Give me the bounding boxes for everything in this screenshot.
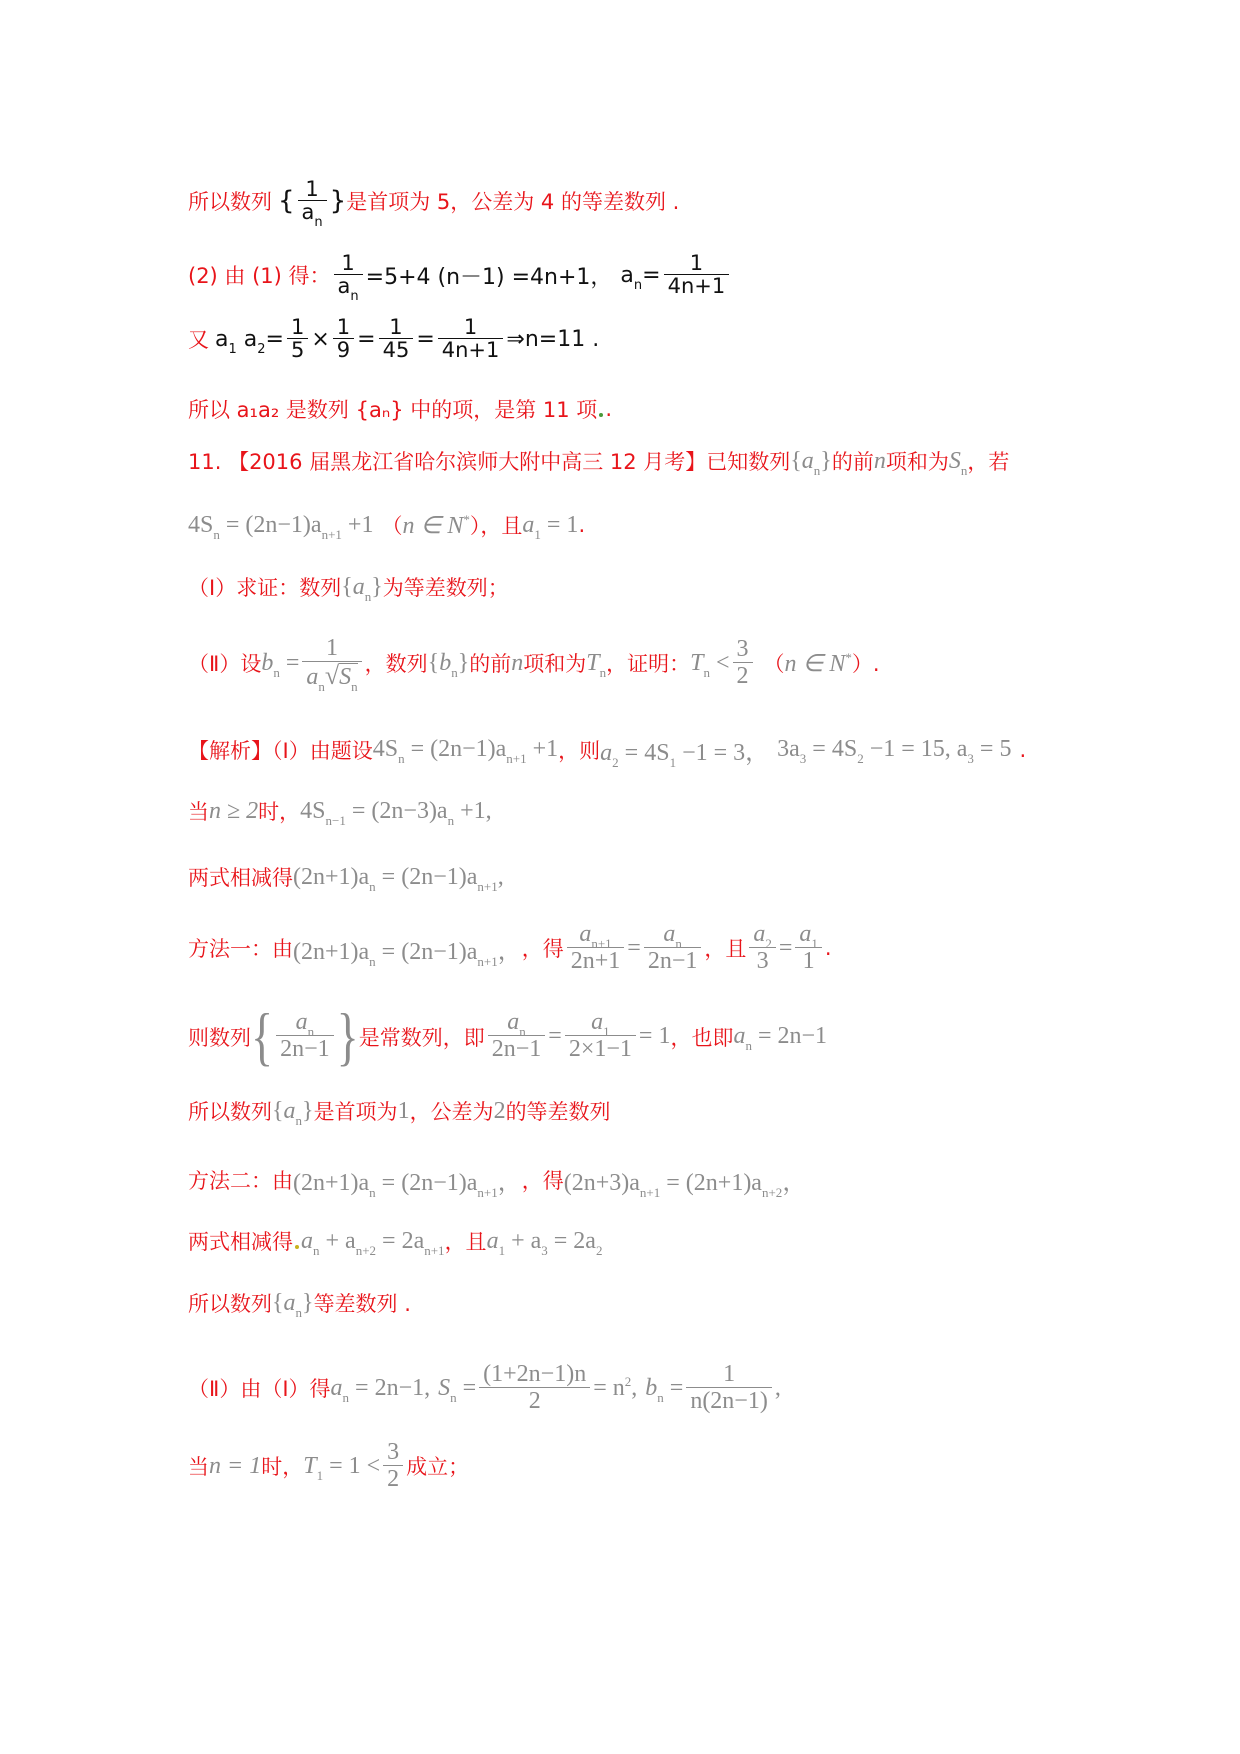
fraction-bn: $\frac{1}{a_n√S_n}$ bbox=[302, 636, 361, 691]
solution-case-n1: 当 n = 1 时， $T_1 = 1$ < $\frac{3}{2}$ 成立； bbox=[188, 1439, 470, 1493]
solution-method-2: 方法二：由 $(2n+1)a_n = (2n-1)a_{n+1}$， ，得 $(2n+3)a_{n+1} = (2n+1)a_{n+2}$， bbox=[188, 1168, 807, 1200]
fraction-1-over-an: $\frac{1}{a_n}$ bbox=[298, 178, 327, 224]
line-conclusion-11th-term: 所以 a₁a₂ 是数列 {aₙ} 中的项，是第 11 项 . bbox=[188, 397, 612, 422]
solution-constant-sequence: 则数列 { $\frac{a_n}{2n-1}$ } 是常数列，即 $\frac{a_n}{2n-1}$ = $\frac{a_1}{2\times 1-1}$ = 1 ，也即 $a_n = 2n-1$ bbox=[188, 1000, 828, 1073]
solution-part2: （Ⅱ）由（Ⅰ）得 $a_n = 2n-1$, $S_n$ = $\frac{(1+2n-1)n}{2}$ = $n^2$, $b_n$ = $\frac{1}{n(2n-1)}$ , bbox=[188, 1361, 781, 1415]
line-sequence-reciprocal: 所以数列 { $\frac{1}{a_n}$ } 是首项为 5，公差为 4 的等差数列 . bbox=[188, 177, 680, 231]
solution-therefore-arithmetic: 所以数列 $\{a_n\}$ 等差数列 . bbox=[188, 1289, 411, 1320]
solution-arithmetic-conclusion: 所以数列 $\{a_n\}$ 是首项为 1 ，公差为 2 的等差数列 bbox=[188, 1097, 611, 1128]
solution-line-3: 两式相减得 $(2n+1)a_n = (2n-1)a_{n+1}$, bbox=[188, 863, 504, 894]
solution-method-1: 方法一：由 $(2n+1)a_n = (2n-1)a_{n+1}$， ，得 $\frac{a_{n+1}}{2n+1}$ = $\frac{a_n}{2n-1}$ ，且 $\frac{a_2}{3}$ = $\frac{a_1}{1}$ . bbox=[188, 921, 832, 975]
marker-dot bbox=[599, 413, 603, 417]
question-11-part1: （Ⅰ）求证：数列 $\{a_n\}$ 为等差数列； bbox=[188, 573, 509, 604]
fraction-1-over-an: $\frac{1}{a_n}$ bbox=[334, 252, 363, 298]
question-11-header: 11. 【2016 届黑龙江省哈尔滨师大附中高三 12 月考】已知数列 $\{a_n\}$ 的前 n 项和为 $S_n$ ，若 bbox=[188, 447, 1010, 478]
question-11-condition: $4S_n = (2n-1)a_{n+1} +1$ （ n ∈ N* ），且 $a_1 = 1$ . bbox=[188, 511, 586, 542]
solution-line-1: 【解析】（Ⅰ）由题设 $4S_n = (2n-1)a_{n+1} +1$ ，则 $a_2 = 4S_1 -1 = 3$， $3a_3 = 4S_2 -1 = 15$, $a_3 = 5$ . bbox=[188, 736, 1027, 770]
fraction-1-over-4n1: $\frac{1}{4n+1}$ bbox=[664, 252, 730, 298]
solution-subtract: 两式相减得 $a_n + a_{n+2} = 2a_{n+1}$ ，且 $a_1 + a_3 = 2a_2$ bbox=[188, 1227, 603, 1258]
question-11-part2: （Ⅱ）设 $b_n$ = $\frac{1}{a_n√S_n}$ ，数列 $\{b_n\}$ 的前 n 项和为 $T_n$ ，证明： $T_n$ < $\frac{3}{2}$ （ n ∈ N* ）. bbox=[188, 635, 880, 695]
text: 是首项为 5，公差为 4 的等差数列 . bbox=[346, 190, 680, 215]
text: 所以数列 bbox=[188, 190, 272, 215]
marker-dot bbox=[295, 1245, 299, 1249]
line-part2-derivation: (2) 由 (1) 得： $\frac{1}{a_n}$ =5+4 (n－1) =4n+1， $a_n=$ $\frac{1}{4n+1}$ bbox=[188, 252, 732, 298]
line-product-a1a2: 又 $a_1$ $a_2=$ $\frac{1}{5}$ × $\frac{1}{9}$ = $\frac{1}{45}$ = $\frac{1}{4n+1}$ ⇒n=11 . bbox=[188, 315, 600, 363]
solution-line-2: 当 n ≥ 2 时， $4S_{n-1} = (2n-3)a_n +1$, bbox=[188, 797, 492, 828]
